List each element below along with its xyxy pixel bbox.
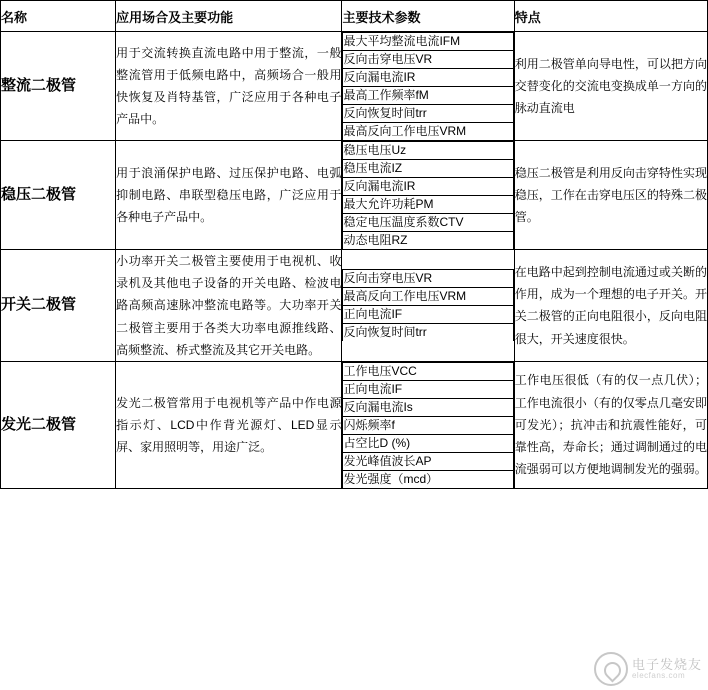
watermark-sub-label: elecfans.com bbox=[631, 670, 686, 680]
table-row bbox=[1, 361, 708, 488]
row-params bbox=[342, 141, 514, 250]
param-item: 正向电流IF bbox=[343, 380, 513, 398]
row-usage: 发光二极管常用于电视机等产品中作电源指示灯、LCD中作背光源灯、LED显示屏、家用照明等，用途广泛。 bbox=[116, 361, 342, 488]
param-item: 反向漏电流Is bbox=[343, 398, 513, 416]
param-item: 最高工作频率fM bbox=[343, 87, 513, 105]
row-name: 稳压二极管 bbox=[1, 141, 116, 250]
param-item: 反向击穿电压VR bbox=[343, 270, 513, 288]
header-cell-name: 名称 bbox=[1, 1, 116, 32]
header-cell-params: 主要技术参数 bbox=[342, 1, 514, 32]
watermark bbox=[594, 652, 702, 686]
header-cell-usage: 应用场合及主要功能 bbox=[116, 1, 342, 32]
param-item: 最大允许功耗PM bbox=[343, 196, 513, 214]
param-item: 发光峰值波长AP bbox=[343, 452, 513, 470]
row-feature: 在电路中起到控制电流通过或关断的作用，成为一个理想的电子开关。开关二极管的正向电阻很小，反向电阻很大，开关速度很快。 bbox=[514, 250, 707, 362]
param-item: 反向恢复时间trr bbox=[343, 324, 513, 342]
param-item: 占空比D (%) bbox=[343, 434, 513, 452]
row-name: 整流二极管 bbox=[1, 32, 116, 141]
param-item: 动态电阻RZ bbox=[343, 232, 513, 250]
row-usage: 用于交流转换直流电路中用于整流，一般整流管用于低频电路中，高频场合一般用快恢复及肖特基管，广泛应用于各种电子产品中。 bbox=[116, 32, 342, 141]
table-row bbox=[1, 141, 708, 250]
param-item: 稳压电流IZ bbox=[343, 160, 513, 178]
param-item: 反向漏电流IR bbox=[343, 178, 513, 196]
table-header bbox=[1, 1, 708, 32]
row-name: 发光二极管 bbox=[1, 361, 116, 488]
row-usage: 用于浪涌保护电路、过压保护电路、电弧抑制电路、串联型稳压电路，广泛应用于各种电子产品中。 bbox=[116, 141, 342, 250]
param-item: 反向恢复时间trr bbox=[343, 105, 513, 123]
param-item: 发光强度（mcd） bbox=[343, 470, 513, 488]
param-item: 最大平均整流电流IFM bbox=[343, 33, 513, 51]
row-feature: 稳压二极管是利用反向击穿特性实现稳压，工作在击穿电压区的特殊二极管。 bbox=[514, 141, 707, 250]
param-item: 工作电压VCC bbox=[343, 362, 513, 380]
table-row bbox=[1, 250, 708, 362]
row-params bbox=[342, 361, 514, 488]
param-item: 反向漏电流IR bbox=[343, 69, 513, 87]
watermark-text bbox=[632, 658, 702, 680]
param-item: 最高反向工作电压VRM bbox=[343, 288, 513, 306]
param-item: 最高反向工作电压VRM bbox=[343, 123, 513, 141]
param-item: 稳定电压温度系数CTV bbox=[343, 214, 513, 232]
table-header-row bbox=[1, 1, 708, 32]
param-item: 正向电流IF bbox=[343, 306, 513, 324]
watermark-logo-icon bbox=[594, 652, 628, 686]
watermark-main-label: 电子发烧友 bbox=[631, 656, 702, 672]
table-body bbox=[1, 32, 708, 489]
param-item: 反向击穿电压VR bbox=[343, 51, 513, 69]
header-cell-feature: 特点 bbox=[514, 1, 707, 32]
row-feature: 利用二极管单向导电性，可以把方向交替变化的交流电变换成单一方向的脉动直流电 bbox=[514, 32, 707, 141]
param-item: 稳压电压Uz bbox=[343, 142, 513, 160]
row-usage: 小功率开关二极管主要使用于电视机、收录机及其他电子设备的开关电路、检波电路高频高速脉冲整流电路等。大功率开关二极管主要用于各类大功率电源推线路、高频整流、桥式整流及其它开关电路。 bbox=[116, 250, 342, 362]
row-params bbox=[342, 32, 514, 141]
row-name: 开关二极管 bbox=[1, 250, 116, 362]
row-feature: 工作电压很低（有的仅一点几伏）；工作电流很小（有的仅零点几毫安即可发光）；抗冲击和抗震性能好，可靠性高，寿命长；通过调制通过的电流强弱可以方便地调制发光的强弱。 bbox=[514, 361, 707, 488]
row-params bbox=[342, 250, 514, 362]
param-item: 闪烁频率f bbox=[343, 416, 513, 434]
table-row bbox=[1, 32, 708, 141]
